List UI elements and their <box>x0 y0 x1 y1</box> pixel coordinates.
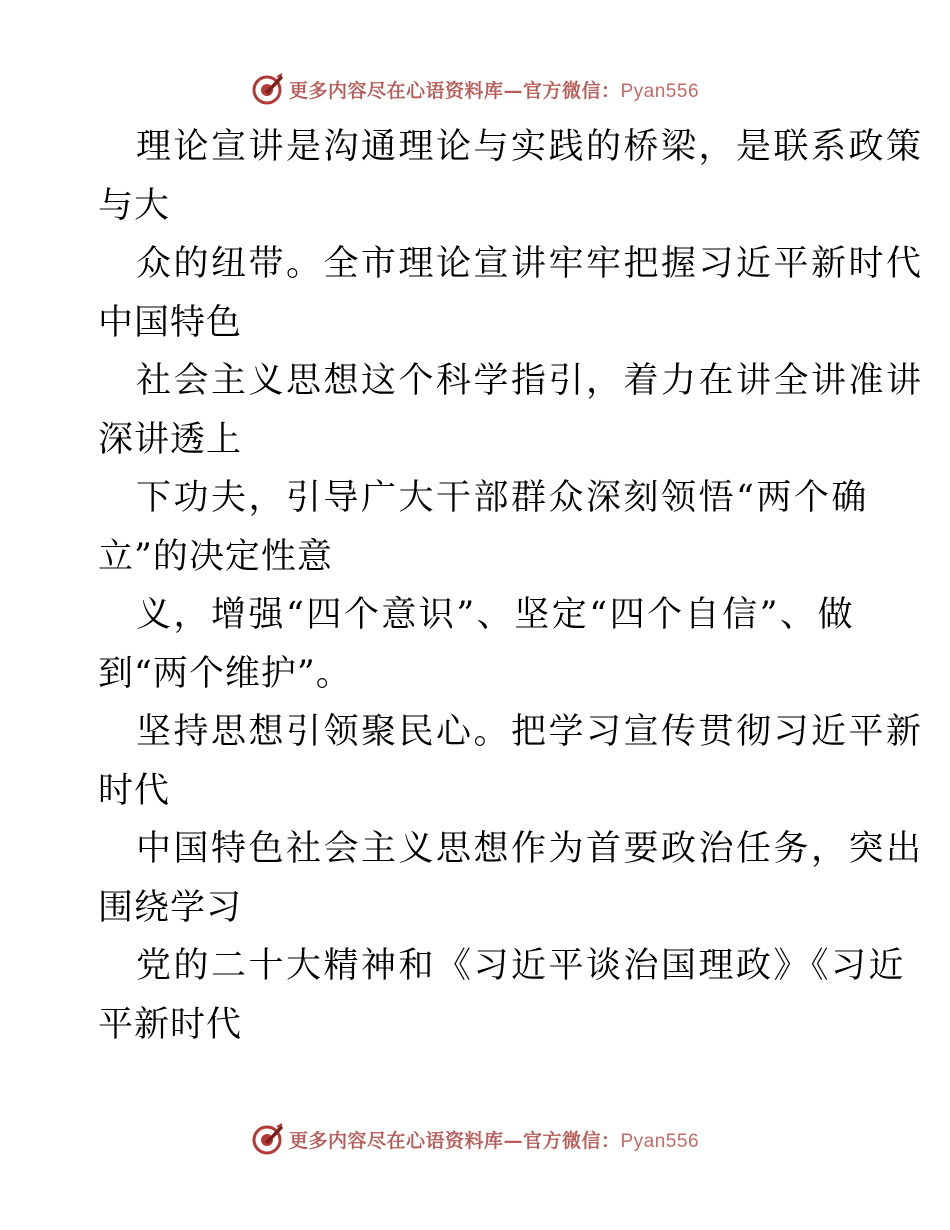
document-body <box>98 118 924 1054</box>
text-line: 深讲透上 <box>98 419 243 460</box>
watermark-label: 更多内容尽在心语资料库—官方微信： <box>288 1129 621 1152</box>
text-line: 义，增强“四个意识”、坚定“四个自信”、做 <box>136 595 856 635</box>
quill-logo-icon <box>251 1122 285 1156</box>
text-line: 中国特色 <box>98 302 243 343</box>
watermark-text <box>289 1126 699 1153</box>
watermark-text <box>289 76 699 103</box>
watermark-wechat-id: Pyan556 <box>620 80 700 102</box>
text-line: 与大 <box>98 185 171 226</box>
quill-logo-icon <box>251 72 285 106</box>
text-line: 平新时代 <box>98 1004 243 1045</box>
footer-watermark <box>0 1122 950 1156</box>
text-line: 社会主义思想这个科学指引，着力在讲全讲准讲 <box>136 361 924 401</box>
text-line: 坚持思想引领聚民心。把学习宣传贯彻习近平新 <box>136 712 924 752</box>
text-line: 立”的决定性意 <box>98 536 333 577</box>
text-line: 时代 <box>98 770 171 811</box>
text-line: 理论宣讲是沟通理论与实践的桥梁，是联系政策 <box>136 127 924 167</box>
watermark-wechat-id: Pyan556 <box>620 1130 700 1152</box>
header-watermark <box>0 72 950 106</box>
text-line: 下功夫，引导广大干部群众深刻领悟“两个确 <box>136 478 869 518</box>
text-line: 围绕学习 <box>98 887 243 928</box>
text-line: 中国特色社会主义思想作为首要政治任务，突出 <box>136 829 924 869</box>
watermark-label: 更多内容尽在心语资料库—官方微信： <box>288 79 621 102</box>
text-line: 党的二十大精神和《习近平谈治国理政》《习近 <box>136 946 907 986</box>
text-line: 众的纽带。全市理论宣讲牢牢把握习近平新时代 <box>136 244 924 284</box>
text-line: 到“两个维护”。 <box>98 653 352 694</box>
